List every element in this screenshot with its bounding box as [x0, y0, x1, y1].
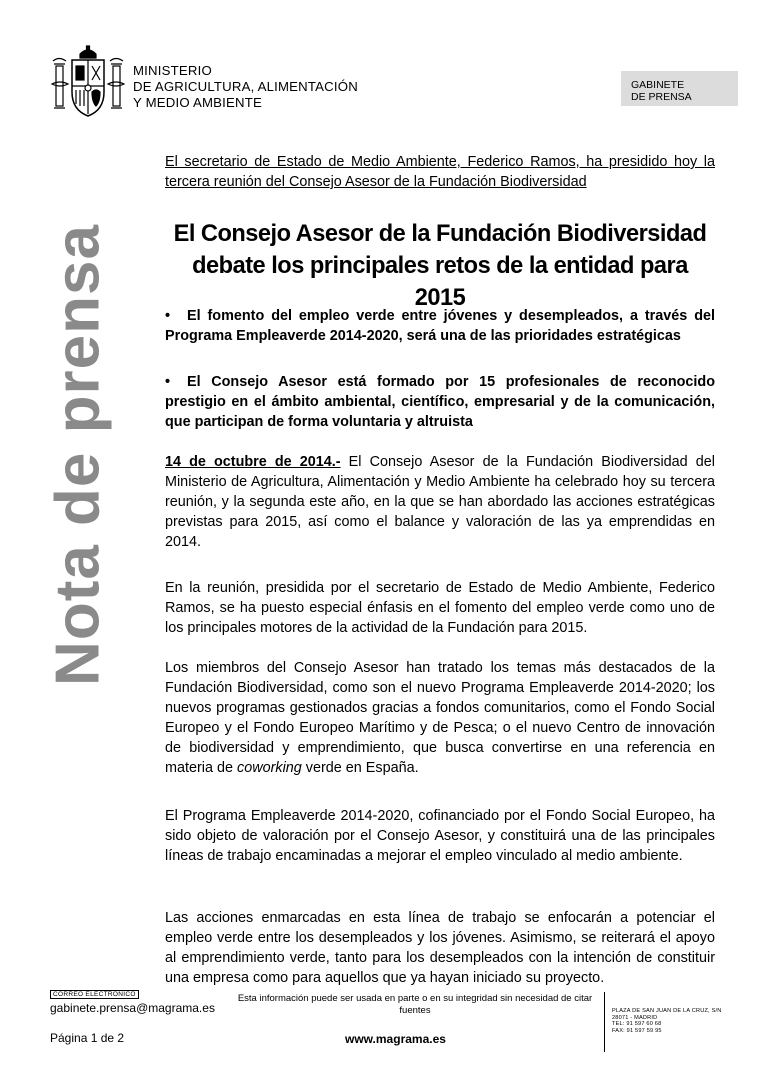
headline: El Consejo Asesor de la Fundación Biodiversidad debate los principales retos de la entidad para 2015 [173, 221, 707, 311]
body-paragraph: En la reunión, presidida por el secretario de Estado de Medio Ambiente, Federico Ramos, se ha puesto especial énfasis en el fomento del empleo verde como uno de los principales motores de la actividad de la Fundación para 2015. [165, 580, 715, 636]
body-paragraph: Las acciones enmarcadas en esta línea de trabajo se enfocarán a potenciar el empleo verde entre los desempleados y los jóvenes. Asimismo, se reiterará el apoyo al emprendimiento verde, tanto para los desempleados con la intención de constituir una empresa como para aquellos que ya hayan iniciado su proyecto. [165, 910, 715, 986]
postal-address: PLAZA DE SAN JUAN DE LA CRUZ, S/N 28071 - MADRID TEL: 91 597 60 68 FAX: 91 597 59 95 [612, 1008, 722, 1034]
page-number: Página 1 de 2 [50, 1031, 125, 1045]
key-point [165, 372, 715, 432]
key-point-text: El fomento del empleo verde entre jóvenes y desempleados, a través del Programa Empleaverde 2014-2020, será una de las prioridades estratégicas [165, 308, 715, 344]
contact-email[interactable]: gabinete.prensa@magrama.es [50, 1001, 215, 1015]
subheadline: El secretario de Estado de Medio Ambiente, Federico Ramos, ha presidido hoy la tercera reunión del Consejo Asesor de la Fundación Biodiversidad [165, 154, 715, 190]
body-paragraph: El Programa Empleaverde 2014-2020, cofinanciado por el Fondo Social Europeo, ha sido objeto de valoración por el Consejo Asesor, y constituirá una de las principales líneas de trabajo encaminadas a mejorar el empleo vinculado al medio ambiente. [165, 808, 715, 864]
bullet-symbol: • [165, 308, 171, 324]
dateline: 14 de octubre de 2014.- [165, 454, 341, 470]
email-label: CORREO ELECTRÓNICO [50, 990, 139, 999]
coat-of-arms-logo [50, 44, 126, 122]
ministry-name: MINISTERIO DE AGRICULTURA, ALIMENTACIÓN Y MEDIO AMBIENTE [133, 63, 358, 110]
bullet-symbol: • [165, 374, 171, 390]
body-paragraph: Los miembros del Consejo Asesor han tratado los temas más destacados de la Fundación Biodiversidad, como son el nuevo Programa Empleaverde 2014-2020; los nuevos programas gestionados gracias a fondos comunitarios, como el Fondo Social Europeo y el Fondo Europeo Marítimo y de Pesca; o el nuevo Centro de innovación de biodiversidad y emprendimiento, que busca convertirse en una referencia en materia de coworking verde en España. [165, 660, 715, 776]
website-link[interactable]: www.magrama.es [345, 1032, 446, 1046]
key-point [165, 306, 715, 346]
body-paragraph: 14 de octubre de 2014.- El Consejo Asesor de la Fundación Biodiversidad del Ministerio de Agricultura, Alimentación y Medio Ambiente ha celebrado hoy su tercera reunión, y la segunda este año, en la que se han abordado las acciones estratégicas previstas para 2015, así como el balance y valoración de las ya emprendidas en 2014. [165, 454, 715, 550]
key-point-text: El Consejo Asesor está formado por 15 profesionales de reconocido prestigio en el ámbito ambiental, científico, empresarial y de la comunicación, que participan de forma voluntaria y altruista [165, 374, 715, 430]
usage-disclaimer: Esta información puede ser usada en parte o en su integridad sin necesidad de citar fuentes [237, 993, 593, 1016]
footer-divider [604, 992, 605, 1052]
crest-icon [50, 44, 126, 122]
emphasized-term: coworking [237, 760, 302, 776]
press-office-badge: GABINETE DE PRENSA [621, 71, 738, 106]
